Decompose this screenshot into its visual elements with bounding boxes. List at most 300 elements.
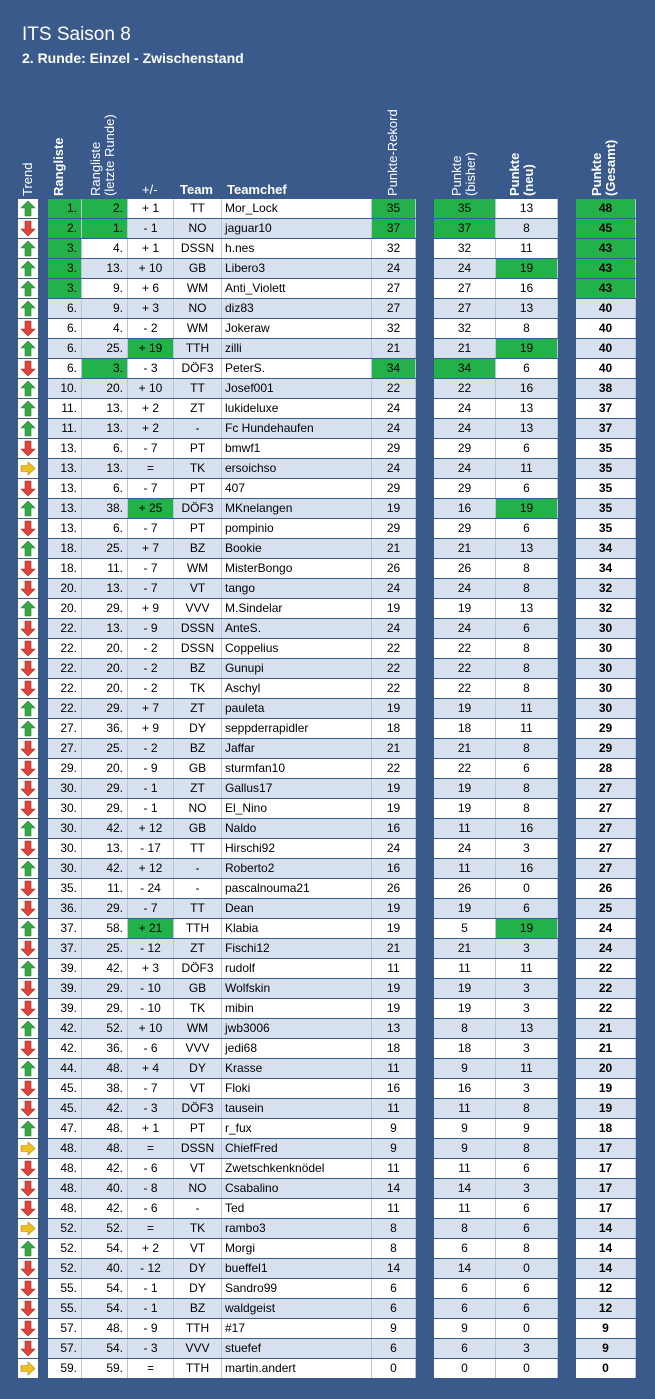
- prev-rank-cell: 52.: [82, 1019, 128, 1038]
- team-cell: GB: [174, 979, 222, 998]
- table-row: [0, 359, 655, 379]
- trend-cell: [18, 819, 38, 838]
- team-cell: VVV: [174, 1039, 222, 1058]
- punkte-neu-cell: 11: [496, 719, 558, 738]
- header-diff: +/-: [142, 182, 158, 197]
- trend-cell: [18, 379, 38, 398]
- diff-cell: - 7: [128, 899, 174, 918]
- punkte-bisher-cell: 24: [434, 399, 496, 418]
- trend-cell: [18, 979, 38, 998]
- team-cell: WM: [174, 559, 222, 578]
- punkte-rekord-cell: 11: [372, 1099, 416, 1118]
- rank-cell: 52.: [48, 1219, 82, 1238]
- trend-up-icon: [20, 1120, 36, 1137]
- trend-up-icon: [20, 700, 36, 717]
- trend-same-icon: [20, 1220, 36, 1237]
- punkte-bisher-cell: 9: [434, 1119, 496, 1138]
- trend-cell: [18, 299, 38, 318]
- punkte-neu-cell: 0: [496, 1259, 558, 1278]
- teamchef-cell: lukideluxe: [222, 399, 372, 418]
- teamchef-cell: Aschyl: [222, 679, 372, 698]
- punkte-rekord-cell: 6: [372, 1299, 416, 1318]
- punkte-neu-cell: 6: [496, 759, 558, 778]
- punkte-bisher-cell: 27: [434, 279, 496, 298]
- rank-cell: 48.: [48, 1139, 82, 1158]
- team-cell: VT: [174, 1079, 222, 1098]
- punkte-neu-cell: 19: [496, 499, 558, 518]
- punkte-rekord-cell: 32: [372, 319, 416, 338]
- punkte-bisher-cell: 22: [434, 639, 496, 658]
- trend-cell: [18, 1359, 38, 1378]
- trend-up-icon: [20, 340, 36, 357]
- punkte-bisher-cell: 14: [434, 1259, 496, 1278]
- trend-cell: [18, 599, 38, 618]
- punkte-rekord-cell: 21: [372, 939, 416, 958]
- trend-up-icon: [20, 820, 36, 837]
- punkte-rekord-cell: 11: [372, 1059, 416, 1078]
- diff-cell: + 12: [128, 819, 174, 838]
- diff-cell: + 1: [128, 1119, 174, 1138]
- punkte-neu-cell: 16: [496, 859, 558, 878]
- rank-cell: 13.: [48, 499, 82, 518]
- table-row: [0, 1079, 655, 1099]
- punkte-neu-cell: 3: [496, 1179, 558, 1198]
- trend-cell: [18, 219, 38, 238]
- diff-cell: - 7: [128, 439, 174, 458]
- diff-cell: - 9: [128, 619, 174, 638]
- trend-cell: [18, 919, 38, 938]
- team-cell: NO: [174, 1179, 222, 1198]
- team-cell: TK: [174, 459, 222, 478]
- punkte-bisher-cell: 16: [434, 1079, 496, 1098]
- teamchef-cell: jedi68: [222, 1039, 372, 1058]
- trend-down-icon: [20, 1160, 36, 1177]
- punkte-bisher-cell: 22: [434, 759, 496, 778]
- prev-rank-cell: 40.: [82, 1259, 128, 1278]
- diff-cell: - 12: [128, 1259, 174, 1278]
- trend-cell: [18, 259, 38, 278]
- punkte-gesamt-cell: 22: [576, 999, 636, 1018]
- teamchef-cell: Csabalino: [222, 1179, 372, 1198]
- rank-cell: 30.: [48, 779, 82, 798]
- trend-up-icon: [20, 960, 36, 977]
- prev-rank-cell: 36.: [82, 719, 128, 738]
- prev-rank-cell: 20.: [82, 379, 128, 398]
- team-cell: -: [174, 859, 222, 878]
- prev-rank-cell: 29.: [82, 899, 128, 918]
- team-cell: TT: [174, 199, 222, 218]
- team-cell: NO: [174, 799, 222, 818]
- table-row: [0, 219, 655, 239]
- trend-cell: [18, 939, 38, 958]
- teamchef-cell: Hirschi92: [222, 839, 372, 858]
- teamchef-cell: sturmfan10: [222, 759, 372, 778]
- team-cell: TK: [174, 999, 222, 1018]
- trend-cell: [18, 519, 38, 538]
- punkte-rekord-cell: 13: [372, 1019, 416, 1038]
- rank-cell: 59.: [48, 1359, 82, 1378]
- trend-up-icon: [20, 200, 36, 217]
- diff-cell: + 4: [128, 1059, 174, 1078]
- trend-down-icon: [20, 640, 36, 657]
- punkte-bisher-cell: 19: [434, 799, 496, 818]
- trend-up-icon: [20, 720, 36, 737]
- punkte-gesamt-cell: 19: [576, 1079, 636, 1098]
- teamchef-cell: Ted: [222, 1199, 372, 1218]
- punkte-rekord-cell: 16: [372, 1079, 416, 1098]
- diff-cell: + 10: [128, 259, 174, 278]
- rank-cell: 42.: [48, 1019, 82, 1038]
- punkte-rekord-cell: 27: [372, 279, 416, 298]
- trend-cell: [18, 679, 38, 698]
- table-row: [0, 1279, 655, 1299]
- table-row: [0, 479, 655, 499]
- punkte-neu-cell: 13: [496, 539, 558, 558]
- table-row: [0, 539, 655, 559]
- punkte-gesamt-cell: 21: [576, 1039, 636, 1058]
- rank-cell: 22.: [48, 659, 82, 678]
- punkte-neu-cell: 19: [496, 339, 558, 358]
- teamchef-cell: PeterS.: [222, 359, 372, 378]
- trend-up-icon: [20, 420, 36, 437]
- table-row: [0, 959, 655, 979]
- prev-rank-cell: 20.: [82, 759, 128, 778]
- teamchef-cell: zilli: [222, 339, 372, 358]
- header-punkte-bisher: Punkte (bisher): [449, 151, 478, 196]
- punkte-gesamt-cell: 43: [576, 239, 636, 258]
- rank-cell: 30.: [48, 859, 82, 878]
- punkte-rekord-cell: 19: [372, 919, 416, 938]
- team-cell: TK: [174, 679, 222, 698]
- teamchef-cell: jaguar10: [222, 219, 372, 238]
- punkte-rekord-cell: 24: [372, 419, 416, 438]
- punkte-bisher-cell: 34: [434, 359, 496, 378]
- punkte-neu-cell: 11: [496, 699, 558, 718]
- punkte-bisher-cell: 21: [434, 939, 496, 958]
- punkte-neu-cell: 0: [496, 1319, 558, 1338]
- table-row: [0, 579, 655, 599]
- punkte-rekord-cell: 6: [372, 1279, 416, 1298]
- punkte-neu-cell: 16: [496, 279, 558, 298]
- prev-rank-cell: 42.: [82, 859, 128, 878]
- teamchef-cell: M.Sindelar: [222, 599, 372, 618]
- punkte-neu-cell: 6: [496, 1159, 558, 1178]
- rank-cell: 39.: [48, 959, 82, 978]
- prev-rank-cell: 58.: [82, 919, 128, 938]
- rank-cell: 11.: [48, 399, 82, 418]
- teamchef-cell: Naldo: [222, 819, 372, 838]
- diff-cell: - 10: [128, 999, 174, 1018]
- rank-cell: 30.: [48, 799, 82, 818]
- trend-down-icon: [20, 1180, 36, 1197]
- punkte-neu-cell: 6: [496, 1279, 558, 1298]
- punkte-neu-cell: 6: [496, 479, 558, 498]
- punkte-bisher-cell: 11: [434, 1159, 496, 1178]
- trend-down-icon: [20, 740, 36, 757]
- trend-up-icon: [20, 500, 36, 517]
- teamchef-cell: stuefef: [222, 1339, 372, 1358]
- punkte-neu-cell: 8: [496, 1139, 558, 1158]
- table-row: [0, 659, 655, 679]
- trend-cell: [18, 839, 38, 858]
- punkte-gesamt-cell: 18: [576, 1119, 636, 1138]
- trend-cell: [18, 1259, 38, 1278]
- punkte-gesamt-cell: 34: [576, 539, 636, 558]
- trend-cell: [18, 459, 38, 478]
- prev-rank-cell: 11.: [82, 879, 128, 898]
- teamchef-cell: Morgi: [222, 1239, 372, 1258]
- punkte-gesamt-cell: 43: [576, 259, 636, 278]
- table-row: [0, 1219, 655, 1239]
- rank-cell: 57.: [48, 1339, 82, 1358]
- diff-cell: + 2: [128, 419, 174, 438]
- teamchef-cell: Fischi12: [222, 939, 372, 958]
- prev-rank-cell: 29.: [82, 999, 128, 1018]
- prev-rank-cell: 1.: [82, 219, 128, 238]
- punkte-gesamt-cell: 9: [576, 1339, 636, 1358]
- trend-down-icon: [20, 520, 36, 537]
- punkte-rekord-cell: 19: [372, 799, 416, 818]
- punkte-neu-cell: 6: [496, 1219, 558, 1238]
- punkte-bisher-cell: 6: [434, 1239, 496, 1258]
- punkte-neu-cell: 3: [496, 939, 558, 958]
- diff-cell: - 7: [128, 519, 174, 538]
- teamchef-cell: pauleta: [222, 699, 372, 718]
- punkte-bisher-cell: 29: [434, 519, 496, 538]
- trend-up-icon: [20, 380, 36, 397]
- diff-cell: - 6: [128, 1039, 174, 1058]
- teamchef-cell: Sandro99: [222, 1279, 372, 1298]
- teamchef-cell: Zwetschkenknödel: [222, 1159, 372, 1178]
- table-row: [0, 1299, 655, 1319]
- teamchef-cell: rudolf: [222, 959, 372, 978]
- punkte-gesamt-cell: 12: [576, 1279, 636, 1298]
- punkte-gesamt-cell: 28: [576, 759, 636, 778]
- trend-down-icon: [20, 480, 36, 497]
- punkte-rekord-cell: 11: [372, 959, 416, 978]
- punkte-bisher-cell: 11: [434, 859, 496, 878]
- trend-down-icon: [20, 1340, 36, 1357]
- prev-rank-cell: 25.: [82, 939, 128, 958]
- diff-cell: =: [128, 1139, 174, 1158]
- prev-rank-cell: 40.: [82, 1179, 128, 1198]
- teamchef-cell: tango: [222, 579, 372, 598]
- rank-cell: 13.: [48, 459, 82, 478]
- rank-cell: 6.: [48, 319, 82, 338]
- team-cell: DSSN: [174, 639, 222, 658]
- rank-cell: 44.: [48, 1059, 82, 1078]
- prev-rank-cell: 54.: [82, 1299, 128, 1318]
- punkte-rekord-cell: 11: [372, 1199, 416, 1218]
- punkte-neu-cell: 6: [496, 519, 558, 538]
- punkte-gesamt-cell: 30: [576, 639, 636, 658]
- punkte-bisher-cell: 14: [434, 1179, 496, 1198]
- punkte-gesamt-cell: 30: [576, 619, 636, 638]
- header-team: Team: [180, 182, 213, 197]
- prev-rank-cell: 54.: [82, 1339, 128, 1358]
- prev-rank-cell: 54.: [82, 1239, 128, 1258]
- punkte-gesamt-cell: 34: [576, 559, 636, 578]
- table-row: [0, 999, 655, 1019]
- rank-cell: 48.: [48, 1179, 82, 1198]
- punkte-gesamt-cell: 27: [576, 819, 636, 838]
- punkte-neu-cell: 16: [496, 819, 558, 838]
- punkte-neu-cell: 13: [496, 599, 558, 618]
- punkte-neu-cell: 0: [496, 879, 558, 898]
- punkte-neu-cell: 13: [496, 299, 558, 318]
- prev-rank-cell: 38.: [82, 1079, 128, 1098]
- teamchef-cell: rambo3: [222, 1219, 372, 1238]
- punkte-gesamt-cell: 27: [576, 839, 636, 858]
- team-cell: DY: [174, 719, 222, 738]
- rank-cell: 30.: [48, 839, 82, 858]
- punkte-neu-cell: 6: [496, 1299, 558, 1318]
- table-row: [0, 799, 655, 819]
- punkte-rekord-cell: 29: [372, 519, 416, 538]
- trend-cell: [18, 879, 38, 898]
- prev-rank-cell: 29.: [82, 599, 128, 618]
- trend-cell: [18, 799, 38, 818]
- teamchef-cell: Floki: [222, 1079, 372, 1098]
- punkte-gesamt-cell: 45: [576, 219, 636, 238]
- team-cell: WM: [174, 1019, 222, 1038]
- diff-cell: - 7: [128, 1079, 174, 1098]
- diff-cell: + 10: [128, 1019, 174, 1038]
- table-row: [0, 1119, 655, 1139]
- trend-up-icon: [20, 300, 36, 317]
- rank-cell: 48.: [48, 1159, 82, 1178]
- trend-cell: [18, 1159, 38, 1178]
- trend-cell: [18, 419, 38, 438]
- team-cell: DY: [174, 1059, 222, 1078]
- teamchef-cell: h.nes: [222, 239, 372, 258]
- table-row: [0, 879, 655, 899]
- punkte-bisher-cell: 24: [434, 579, 496, 598]
- trend-cell: [18, 1199, 38, 1218]
- diff-cell: - 6: [128, 1199, 174, 1218]
- trend-down-icon: [20, 680, 36, 697]
- table-row: [0, 279, 655, 299]
- punkte-gesamt-cell: 37: [576, 399, 636, 418]
- table-row: [0, 1099, 655, 1119]
- punkte-bisher-cell: 0: [434, 1359, 496, 1378]
- prev-rank-cell: 42.: [82, 819, 128, 838]
- team-cell: DÖF3: [174, 499, 222, 518]
- punkte-gesamt-cell: 29: [576, 739, 636, 758]
- prev-rank-cell: 13.: [82, 399, 128, 418]
- prev-rank-cell: 54.: [82, 1279, 128, 1298]
- diff-cell: + 1: [128, 199, 174, 218]
- punkte-neu-cell: 13: [496, 1019, 558, 1038]
- diff-cell: - 8: [128, 1179, 174, 1198]
- diff-cell: + 2: [128, 399, 174, 418]
- teamchef-cell: Anti_Violett: [222, 279, 372, 298]
- punkte-neu-cell: 3: [496, 1339, 558, 1358]
- table-row: [0, 1139, 655, 1159]
- punkte-bisher-cell: 5: [434, 919, 496, 938]
- table-row: [0, 199, 655, 219]
- punkte-rekord-cell: 18: [372, 1039, 416, 1058]
- diff-cell: + 6: [128, 279, 174, 298]
- table-row: [0, 819, 655, 839]
- teamchef-cell: jwb3006: [222, 1019, 372, 1038]
- punkte-bisher-cell: 26: [434, 559, 496, 578]
- punkte-rekord-cell: 19: [372, 779, 416, 798]
- header-trend: Trend: [20, 162, 35, 196]
- diff-cell: - 7: [128, 479, 174, 498]
- teamchef-cell: AnteS.: [222, 619, 372, 638]
- punkte-rekord-cell: 24: [372, 579, 416, 598]
- punkte-bisher-cell: 9: [434, 1139, 496, 1158]
- table-row: [0, 619, 655, 639]
- trend-cell: [18, 999, 38, 1018]
- punkte-neu-cell: 13: [496, 419, 558, 438]
- table-row: [0, 339, 655, 359]
- punkte-bisher-cell: 8: [434, 1219, 496, 1238]
- trend-cell: [18, 1139, 38, 1158]
- punkte-gesamt-cell: 48: [576, 199, 636, 218]
- punkte-rekord-cell: 29: [372, 439, 416, 458]
- teamchef-cell: diz83: [222, 299, 372, 318]
- punkte-bisher-cell: 6: [434, 1339, 496, 1358]
- trend-down-icon: [20, 940, 36, 957]
- prev-rank-cell: 13.: [82, 619, 128, 638]
- prev-rank-cell: 48.: [82, 1059, 128, 1078]
- trend-down-icon: [20, 560, 36, 577]
- punkte-neu-cell: 8: [496, 799, 558, 818]
- trend-cell: [18, 499, 38, 518]
- punkte-neu-cell: 11: [496, 459, 558, 478]
- rank-cell: 18.: [48, 559, 82, 578]
- table-row: [0, 1339, 655, 1359]
- punkte-gesamt-cell: 27: [576, 799, 636, 818]
- teamchef-cell: Dean: [222, 899, 372, 918]
- prev-rank-cell: 9.: [82, 299, 128, 318]
- trend-cell: [18, 859, 38, 878]
- teamchef-cell: Bookie: [222, 539, 372, 558]
- teamchef-cell: Coppelius: [222, 639, 372, 658]
- trend-cell: [18, 659, 38, 678]
- trend-cell: [18, 339, 38, 358]
- punkte-bisher-cell: 24: [434, 619, 496, 638]
- teamchef-cell: tausein: [222, 1099, 372, 1118]
- prev-rank-cell: 48.: [82, 1319, 128, 1338]
- punkte-rekord-cell: 9: [372, 1319, 416, 1338]
- punkte-gesamt-cell: 22: [576, 959, 636, 978]
- trend-up-icon: [20, 400, 36, 417]
- table-row: [0, 1259, 655, 1279]
- table-row: [0, 1039, 655, 1059]
- rank-cell: 39.: [48, 999, 82, 1018]
- teamchef-cell: Libero3: [222, 259, 372, 278]
- punkte-neu-cell: 16: [496, 379, 558, 398]
- punkte-bisher-cell: 19: [434, 899, 496, 918]
- rank-cell: 20.: [48, 599, 82, 618]
- rank-cell: 13.: [48, 519, 82, 538]
- trend-down-icon: [20, 440, 36, 457]
- diff-cell: - 6: [128, 1159, 174, 1178]
- rank-cell: 47.: [48, 1119, 82, 1138]
- teamchef-cell: Fc Hundehaufen: [222, 419, 372, 438]
- trend-cell: [18, 319, 38, 338]
- teamchef-cell: bmwf1: [222, 439, 372, 458]
- punkte-neu-cell: 19: [496, 919, 558, 938]
- punkte-neu-cell: 6: [496, 1199, 558, 1218]
- teamchef-cell: ersoichso: [222, 459, 372, 478]
- team-cell: PT: [174, 479, 222, 498]
- punkte-rekord-cell: 35: [372, 199, 416, 218]
- trend-down-icon: [20, 620, 36, 637]
